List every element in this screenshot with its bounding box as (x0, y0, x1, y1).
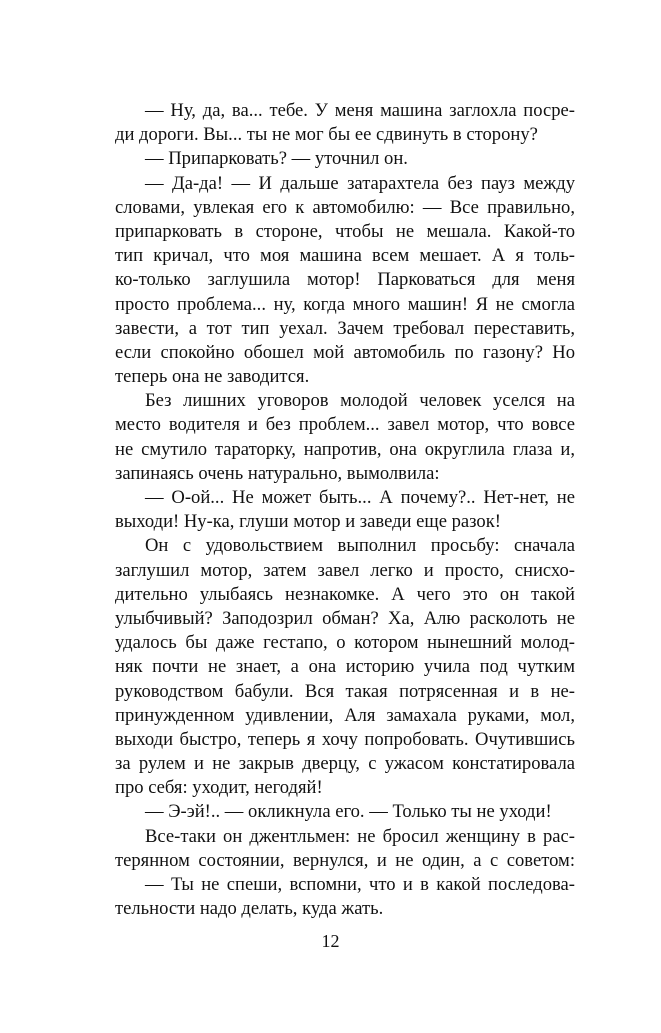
page-number: 12 (321, 931, 340, 951)
text-line: тельности надо делать, куда жать. (115, 898, 384, 920)
text-line: тип кричал, что моя машина всем мешает. А я толь- (115, 245, 575, 267)
text-line: — О-ой... Не может быть... А почему?.. Нет-нет, не (145, 487, 575, 508)
text-line: припарковать в стороне, чтобы не мешала. Какой-то (115, 220, 575, 242)
text-line: принужденном удивлении, Аля замахала руками, мол, (115, 704, 575, 726)
text-line: Все-таки он джентльмен: не бросил женщину в рас- (145, 825, 575, 847)
text-line: терянном состоянии, вернулся, и не один, а с советом: (115, 849, 575, 871)
text-line: руководством бабули. Вся такая потрясенная и в не- (115, 680, 575, 702)
body-text (115, 99, 575, 921)
text-line: — Ну, да, ва... тебе. У меня машина заглохла посре- (145, 100, 575, 121)
text-line: — Э-эй!.. — окликнула его. — Только ты не уходи! (145, 801, 552, 823)
text-line: Без лишних уговоров молодой человек уселся на (145, 390, 575, 412)
text-line: ди дороги. Вы... ты не мог бы ее сдвинуть в сторону? (115, 124, 538, 146)
text-line: не смутило тараторку, напротив, она округлила глаза и, (115, 438, 575, 460)
text-line: — Припарковать? — уточнил он. (145, 148, 408, 170)
text-line: дительно улыбаясь незнакомке. А чего это он такой (115, 583, 575, 605)
text-line: удалось бы даже гестапо, о котором нынешний молод- (115, 632, 575, 654)
text-line: — Да-да! — И дальше затарахтела без пауз между (145, 172, 575, 194)
text-line: няк почти не знает, а она историю учила под чутким (115, 656, 575, 678)
text-line: улыбчивый? Заподозрил обман? Ха, Алю расколоть не (115, 607, 575, 629)
text-line: теперь она не заводится. (115, 366, 310, 388)
text-line: завести, а тот тип уехал. Зачем требовал переставить, (115, 317, 575, 339)
text-line: про себя: уходит, негодяй! (115, 777, 323, 799)
text-line: словами, увлекая его к автомобилю: — Все правильно, (115, 196, 575, 218)
text-line: если спокойно обошел мой автомобиль по газону? Но (115, 341, 575, 363)
text-line: просто проблема... ну, когда много машин! Я не смогла (115, 293, 575, 315)
text-line: за рулем и не закрыв дверцу, с ужасом констатировала (115, 753, 575, 775)
text-line: выходи быстро, теперь я хочу попробовать. Очутившись (115, 728, 575, 750)
text-line: выходи! Ну-ка, глуши мотор и заведи еще разок! (115, 511, 501, 533)
text-line: — Ты не спеши, вспомни, что и в какой последова- (145, 874, 575, 895)
text-line: Он с удовольствием выполнил просьбу: сначала (145, 535, 575, 557)
text-line: запинаясь очень натурально, вымолвила: (115, 462, 440, 484)
text-line: место водителя и без проблем... завел мотор, что вовсе (115, 414, 575, 436)
text-line: заглушил мотор, затем завел легко и просто, снисхо- (115, 559, 575, 581)
text-line: ко-только заглушила мотор! Парковаться для меня (115, 269, 575, 291)
